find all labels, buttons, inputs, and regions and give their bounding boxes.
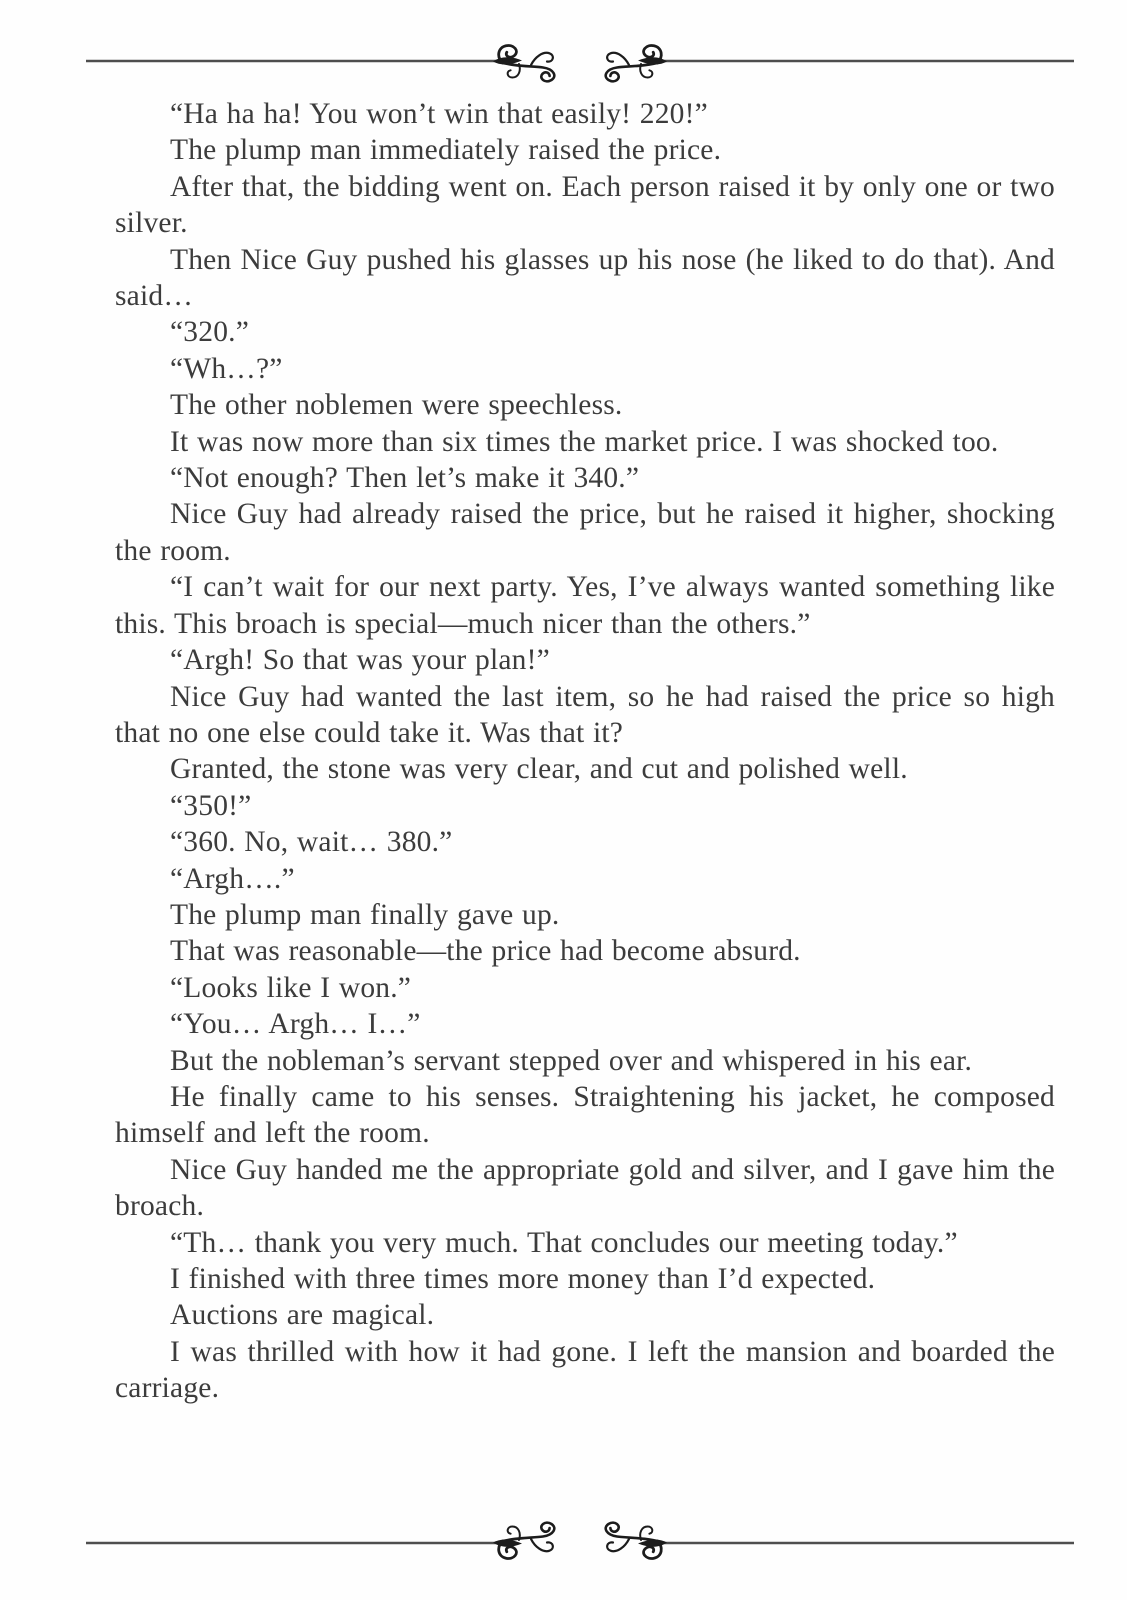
paragraph: The plump man finally gave up. [170,898,560,931]
paragraph: Auctions are magical. [170,1299,435,1332]
paragraph: That was reasonable—the price had become absurd. [170,935,801,968]
vine-flourish-icon [85,1514,1075,1562]
bottom-divider [85,1514,1075,1562]
paragraph: Nice Guy had already raised the price, but he raised it higher, shocking the room. [115,498,1055,567]
paragraph: But the nobleman’s servant stepped over and whispered in his ear. [170,1044,973,1077]
paragraph: “Wh…?” [170,352,283,385]
paragraph: “Looks like I won.” [170,971,412,1004]
paragraph: The plump man immediately raised the price. [170,134,722,167]
paragraph: “I can’t wait for our next party. Yes, I’ve always wanted something like this. This broach is special—much nicer than the others.” [115,571,1055,640]
paragraph: I finished with three times more money than I’d expected. [170,1263,876,1295]
paragraph: The other noblemen were speechless. [170,389,623,422]
paragraph: “350!” [170,789,252,822]
top-divider [85,42,1075,90]
flourish-right [606,46,667,82]
paragraph: “You… Argh… I…” [170,1008,421,1041]
paragraph: Nice Guy had wanted the last item, so he had raised the price so high that no one else could take it. Was that it? [115,680,1055,749]
flourish-left [493,46,554,82]
paragraph: “Ha ha ha! You won’t win that easily! 220!” [170,98,708,130]
paragraph: “360. No, wait… 380.” [170,826,453,859]
paragraph: It was now more than six times the market price. I was shocked too. [170,425,999,458]
paragraph: I was thrilled with how it had gone. I left the mansion and boarded the carriage. [115,1335,1055,1405]
flourish-right [606,1523,667,1559]
paragraph: “Th… thank you very much. That concludes our meeting today.” [170,1226,958,1259]
vine-flourish-icon [85,42,1075,90]
paragraph: Granted, the stone was very clear, and cut and polished well. [170,753,908,786]
flourish-left [493,1523,554,1559]
paragraph: “320.” [170,316,250,349]
paragraph: He finally came to his senses. Straightening his jacket, he composed himself and left the room. [115,1080,1055,1150]
paragraph: Then Nice Guy pushed his glasses up his nose (he liked to do that). And said… [115,243,1055,313]
paragraph: “Not enough? Then let’s make it 340.” [170,462,640,495]
paragraph: After that, the bidding went on. Each person raised it by only one or two silver. [115,170,1055,240]
page-text [115,96,1055,1407]
paragraph: “Argh! So that was your plan!” [170,644,550,677]
paragraph: “Argh….” [170,862,295,895]
paragraph: Nice Guy handed me the appropriate gold and silver, and I gave him the broach. [115,1153,1055,1223]
